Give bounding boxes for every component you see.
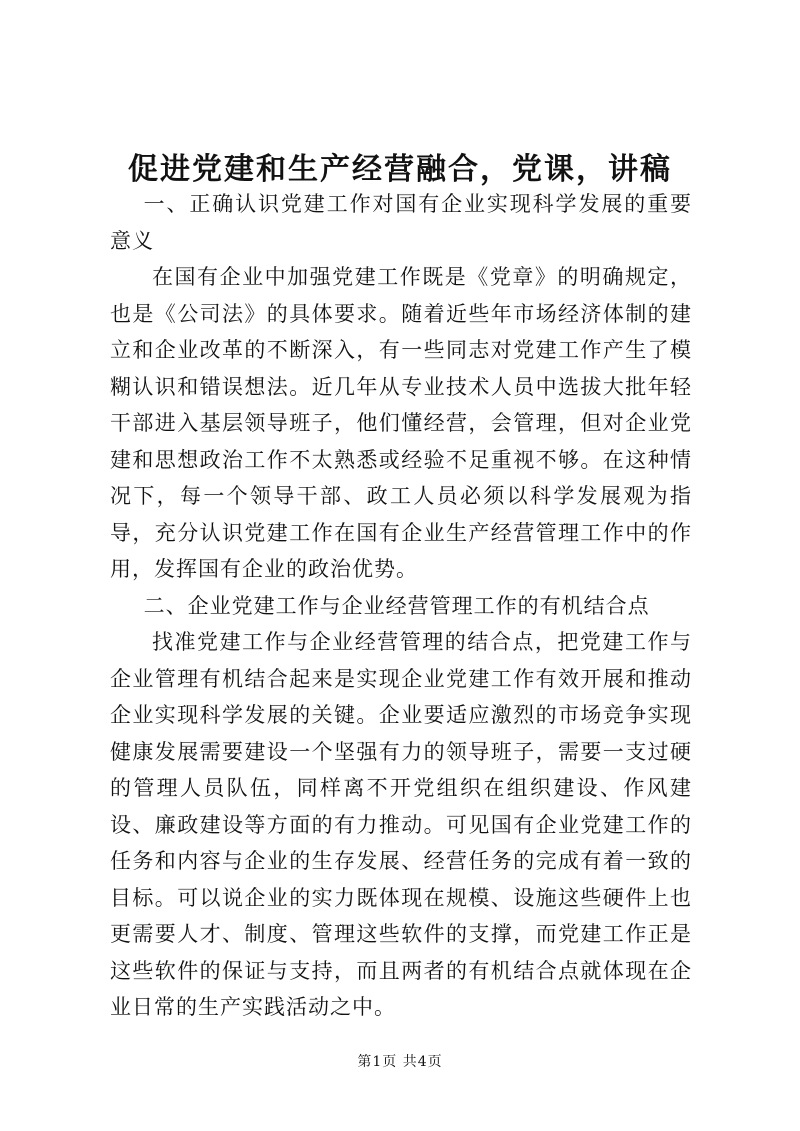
section-heading-1: 一、正确认识党建工作对国有企业实现科学发展的重要意义 <box>110 192 692 253</box>
document-body <box>110 186 692 1026</box>
document-title: 促进党建和生产经营融合，党课，讲稿 <box>128 152 672 187</box>
section-heading-2: 二、企业党建工作与企业经营管理工作的有机结合点 <box>143 593 650 618</box>
section-paragraph-2: 找准党建工作与企业经营管理的结合点，把党建工作与企业管理有机结合起来是实现企业党建工作有效开展和推动企业实现科学发展的关键。企业要适应激烈的市场竞争实现健康发展需要建设一个坚强有力的领导班子，需要一支过硬的管理人员队伍，同样离不开党组织在组织建设、作风建设、廉政建设等方面的有力推动。可见国有企业党建工作的任务和内容与企业的生存发展、经营任务的完成有着一致的目标。可以说企业的实力既体现在规模、设施这些硬件上也更需要人才、制度、管理这些软件的支撑，而党建工作正是这些软件的保证与支持，而且两者的有机结合点就体现在企业日常的生产实践活动之中。 <box>110 630 692 1019</box>
page-footer: 第1页 共4页 <box>357 1054 443 1070</box>
section-paragraph-1: 在国有企业中加强党建工作既是《党章》的明确规定，也是《公司法》的具体要求。随着近些年市场经济体制的建立和企业改革的不断深入，有一些同志对党建工作产生了模糊认识和错误想法。近几年从专业技术人员中选拔大批年轻干部进入基层领导班子，他们懂经营，会管理，但对企业党建和思想政治工作不太熟悉或经验不足重视不够。在这种情况下，每一个领导干部、政工人员必须以科学发展观为指导，充分认识党建工作在国有企业生产经营管理工作中的作用，发挥国有企业的政治优势。 <box>110 265 692 581</box>
